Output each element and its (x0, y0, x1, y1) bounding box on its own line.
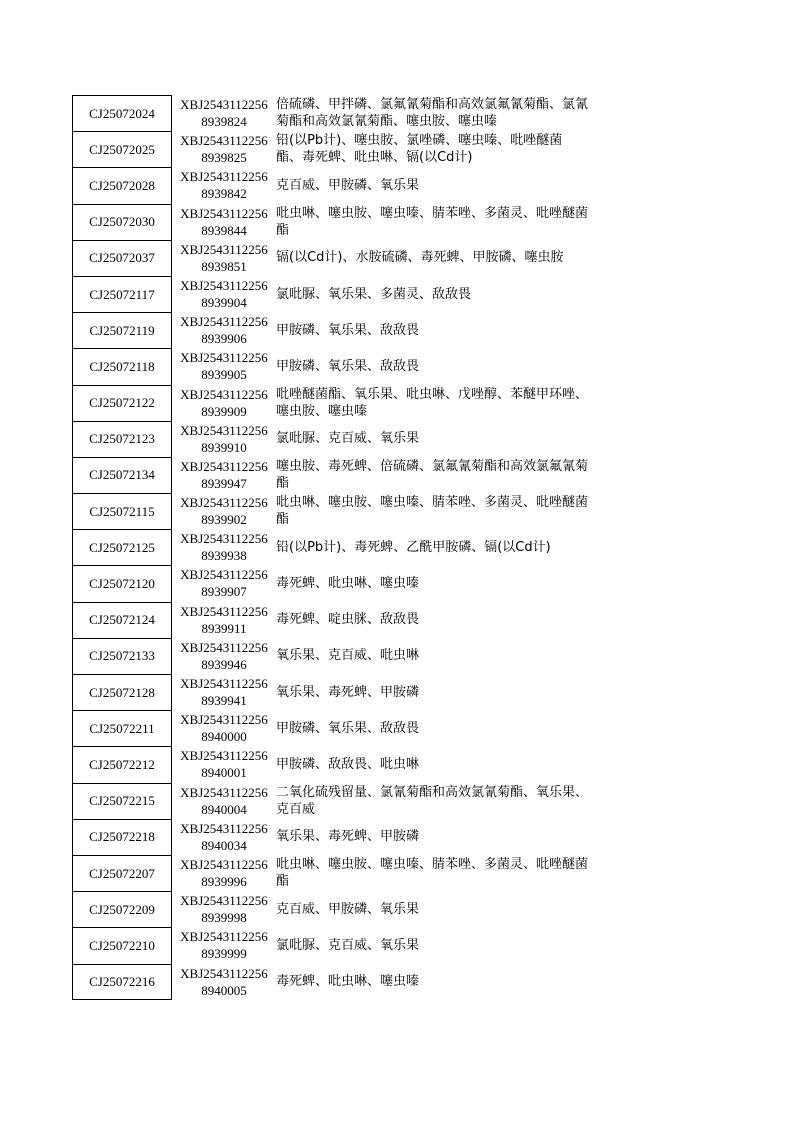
table-row (0, 312, 793, 348)
sample-code-cell: CJ25072211 (72, 710, 172, 746)
test-items-cell (276, 131, 588, 167)
report-id-cell (174, 819, 274, 855)
report-id-part1: XBJ2543112256 (180, 314, 268, 330)
test-items-cell (276, 348, 588, 384)
report-id-cell (174, 240, 274, 276)
test-items-cell (276, 783, 588, 819)
test-items-cell (276, 602, 588, 638)
test-items-text: 二氧化硫残留量、氯氰菊酯和高效氯氰菊酯、氧乐果、克百威 (276, 784, 589, 817)
test-items-text: 毒死蜱、吡虫啉、噻虫嗪 (276, 576, 420, 592)
report-id-part2: 8939824 (201, 114, 247, 129)
sample-code-cell: CJ25072216 (72, 964, 172, 1000)
test-items-text: 毒死蜱、吡虫啉、噻虫嗪 (276, 974, 420, 990)
table-row (0, 529, 793, 565)
report-id-part1: XBJ2543112256 (180, 965, 268, 981)
report-id-part2: 8939904 (201, 294, 247, 310)
report-id-part2: 8939998 (201, 910, 247, 926)
sample-code-cell: CJ25072123 (72, 421, 172, 457)
report-id-part2: 8939844 (201, 222, 247, 238)
test-items-text: 氧乐果、克百威、吡虫啉 (276, 648, 420, 664)
sample-code-cell: CJ25072120 (72, 565, 172, 601)
report-id-part2: 8939906 (201, 331, 247, 347)
report-id-part1: XBJ2543112256 (180, 241, 268, 257)
report-id-part1: XBJ2543112256 (180, 495, 268, 511)
sample-code-cell: CJ25072025 (72, 131, 172, 167)
test-items-text: 吡唑醚菌酯、氧乐果、吡虫啉、戊唑醇、苯醚甲环唑、噻虫胺、噻虫嗪 (276, 386, 589, 419)
report-id-part1: XBJ2543112256 (180, 277, 268, 293)
report-id-cell (174, 529, 274, 565)
sample-code-cell: CJ25072133 (72, 638, 172, 674)
sample-code-cell: CJ25072128 (72, 674, 172, 710)
report-id-part2: 8939941 (201, 693, 247, 708)
report-id-cell (174, 421, 274, 457)
report-id-part2: 8939910 (201, 439, 247, 455)
table-row (0, 493, 793, 529)
report-id-part2: 8939905 (201, 367, 247, 383)
table-row (0, 385, 793, 421)
table-row (0, 964, 793, 1000)
report-id-cell (174, 783, 274, 819)
report-id-part2: 8940005 (201, 982, 247, 998)
table-row (0, 204, 793, 240)
test-items-text: 氧乐果、毒死蜱、甲胺磷 (276, 829, 420, 845)
sample-code-cell: CJ25072024 (72, 95, 172, 131)
test-items-text: 氯吡脲、克百威、氧乐果 (276, 937, 420, 953)
report-id-cell (174, 638, 274, 674)
test-items-text: 氧乐果、毒死蜱、甲胺磷 (276, 684, 420, 700)
test-items-cell (276, 167, 588, 203)
report-id-cell (174, 674, 274, 710)
report-id-part2: 8939909 (201, 403, 247, 419)
report-id-cell (174, 385, 274, 421)
test-items-cell (276, 421, 588, 457)
report-id-part2: 8939825 (201, 150, 247, 166)
sample-code-cell: CJ25072122 (72, 385, 172, 421)
sample-code-cell: CJ25072037 (72, 240, 172, 276)
test-items-text: 克百威、甲胺磷、氧乐果 (276, 177, 420, 193)
report-id-cell (174, 602, 274, 638)
report-id-cell (174, 167, 274, 203)
table-row (0, 783, 793, 819)
report-id-part1: XBJ2543112256 (180, 676, 268, 691)
sample-code-cell: CJ25072218 (72, 819, 172, 855)
test-items-text: 甲胺磷、氧乐果、敌敌畏 (276, 358, 420, 374)
table-row (0, 276, 793, 312)
test-items-cell (276, 204, 588, 240)
report-id-part2: 8939851 (201, 258, 247, 274)
test-items-cell (276, 710, 588, 746)
sample-code-cell: CJ25072212 (72, 746, 172, 782)
test-items-text: 氯吡脲、克百威、氧乐果 (276, 431, 420, 447)
sample-code-cell: CJ25072117 (72, 276, 172, 312)
sample-code-cell: CJ25072115 (72, 493, 172, 529)
test-items-text: 吡虫啉、噻虫胺、噻虫嗪、腈苯唑、多菌灵、吡唑醚菌酯 (276, 205, 589, 238)
report-id-part1: XBJ2543112256 (180, 748, 268, 764)
sample-code-cell: CJ25072119 (72, 312, 172, 348)
test-items-text: 倍硫磷、甲拌磷、氯氟氰菊酯和高效氯氟氰菊酯、氯氰菊酯和高效氯氰菊酯、噻虫胺、噻虫嗪 (276, 97, 589, 130)
test-items-cell (276, 927, 588, 963)
test-items-text: 噻虫胺、毒死蜱、倍硫磷、氯氟氰菊酯和高效氯氟氰菊酯 (276, 458, 589, 491)
report-id-part1: XBJ2543112256 (180, 603, 268, 619)
report-id-cell (174, 891, 274, 927)
report-id-part2: 8939907 (201, 584, 247, 600)
test-items-cell (276, 855, 588, 891)
test-items-cell (276, 312, 588, 348)
test-items-text: 铅(以Pb计)、噻虫胺、氯唑磷、噻虫嗪、吡唑醚菌酯、毒死蜱、吡虫啉、镉(以Cd计) (276, 133, 563, 166)
table-row (0, 819, 793, 855)
report-id-part2: 8939996 (201, 873, 247, 889)
sample-code-cell: CJ25072028 (72, 167, 172, 203)
sample-code-cell: CJ25072209 (72, 891, 172, 927)
report-id-cell (174, 95, 274, 131)
test-items-text: 克百威、甲胺磷、氧乐果 (276, 901, 420, 917)
test-items-cell (276, 565, 588, 601)
test-items-text: 镉(以Cd计)、水胺硫磷、毒死蜱、甲胺磷、噻虫胺 (276, 250, 564, 266)
report-id-cell (174, 710, 274, 746)
test-items-text: 铅(以Pb计)、毒死蜱、乙酰甲胺磷、镉(以Cd计) (276, 539, 551, 555)
test-items-cell (276, 457, 588, 493)
table-row (0, 457, 793, 493)
report-id-part2: 8940034 (201, 837, 247, 853)
sample-code-cell: CJ25072125 (72, 529, 172, 565)
table-row (0, 565, 793, 601)
report-id-part1: XBJ2543112256 (180, 422, 268, 438)
report-id-part1: XBJ2543112256 (180, 784, 268, 800)
report-id-part2: 8939946 (201, 656, 247, 672)
report-id-part2: 8940004 (201, 801, 247, 817)
table-row (0, 421, 793, 457)
report-id-cell (174, 348, 274, 384)
table-row (0, 746, 793, 782)
test-items-cell (276, 276, 588, 312)
report-id-cell (174, 312, 274, 348)
table-row (0, 927, 793, 963)
test-items-text: 甲胺磷、氧乐果、敌敌畏 (276, 322, 420, 338)
report-id-cell (174, 855, 274, 891)
report-id-cell (174, 493, 274, 529)
test-items-cell (276, 638, 588, 674)
test-items-cell (276, 891, 588, 927)
table-row (0, 891, 793, 927)
report-id-cell (174, 565, 274, 601)
table-row (0, 95, 793, 131)
report-id-cell (174, 131, 274, 167)
report-id-part1: XBJ2543112256 (180, 531, 268, 547)
report-id-part1: XBJ2543112256 (180, 929, 268, 945)
report-id-part1: XBJ2543112256 (180, 820, 268, 836)
report-id-part1: XBJ2543112256 (180, 350, 268, 366)
table-row (0, 710, 793, 746)
report-id-cell (174, 964, 274, 1000)
test-items-text: 吡虫啉、噻虫胺、噻虫嗪、腈苯唑、多菌灵、吡唑醚菌酯 (276, 495, 589, 528)
results-table (0, 95, 793, 1000)
report-id-part2: 8940000 (201, 729, 247, 745)
test-items-cell (276, 674, 588, 710)
test-items-text: 氯吡脲、氧乐果、多菌灵、敌敌畏 (276, 286, 472, 302)
report-id-cell (174, 204, 274, 240)
report-id-cell (174, 276, 274, 312)
report-id-part2: 8939999 (201, 946, 247, 962)
test-items-text: 甲胺磷、氧乐果、敌敌畏 (276, 720, 420, 736)
sample-code-cell: CJ25072030 (72, 204, 172, 240)
sample-code-cell: CJ25072215 (72, 783, 172, 819)
report-id-part1: XBJ2543112256 (180, 458, 268, 474)
report-id-part2: 8939947 (201, 475, 247, 491)
test-items-cell (276, 95, 588, 131)
report-id-part1: XBJ2543112256 (180, 97, 268, 112)
report-id-cell (174, 746, 274, 782)
report-id-part2: 8939938 (201, 548, 247, 564)
report-id-part1: XBJ2543112256 (180, 712, 268, 728)
test-items-cell (276, 493, 588, 529)
report-id-part2: 8939842 (201, 186, 247, 202)
report-id-part1: XBJ2543112256 (180, 567, 268, 583)
sample-code-cell: CJ25072134 (72, 457, 172, 493)
sample-code-cell: CJ25072124 (72, 602, 172, 638)
test-items-cell (276, 746, 588, 782)
report-id-part1: XBJ2543112256 (180, 169, 268, 185)
report-id-part1: XBJ2543112256 (180, 639, 268, 655)
test-items-text: 毒死蜱、啶虫脒、敌敌畏 (276, 612, 420, 628)
table-row (0, 855, 793, 891)
table-row (0, 674, 793, 710)
report-id-part1: XBJ2543112256 (180, 386, 268, 402)
test-items-cell (276, 240, 588, 276)
test-items-text: 吡虫啉、噻虫胺、噻虫嗪、腈苯唑、多菌灵、吡唑醚菌酯 (276, 857, 589, 890)
table-row (0, 167, 793, 203)
test-items-cell (276, 529, 588, 565)
table-row (0, 240, 793, 276)
sample-code-cell: CJ25072118 (72, 348, 172, 384)
table-row (0, 131, 793, 167)
report-id-cell (174, 927, 274, 963)
table-row (0, 348, 793, 384)
sample-code-cell: CJ25072210 (72, 927, 172, 963)
report-id-part1: XBJ2543112256 (180, 856, 268, 872)
sample-code-cell: CJ25072207 (72, 855, 172, 891)
test-items-cell (276, 385, 588, 421)
report-id-part1: XBJ2543112256 (180, 205, 268, 221)
test-items-text: 甲胺磷、敌敌畏、吡虫啉 (276, 756, 420, 772)
table-row (0, 638, 793, 674)
report-id-part2: 8939902 (201, 512, 247, 528)
test-items-cell (276, 819, 588, 855)
report-id-part1: XBJ2543112256 (180, 893, 268, 909)
report-id-part2: 8940001 (201, 765, 247, 781)
report-id-part2: 8939911 (201, 620, 247, 636)
test-items-cell (276, 964, 588, 1000)
report-id-cell (174, 457, 274, 493)
report-id-part1: XBJ2543112256 (180, 133, 268, 149)
table-row (0, 602, 793, 638)
